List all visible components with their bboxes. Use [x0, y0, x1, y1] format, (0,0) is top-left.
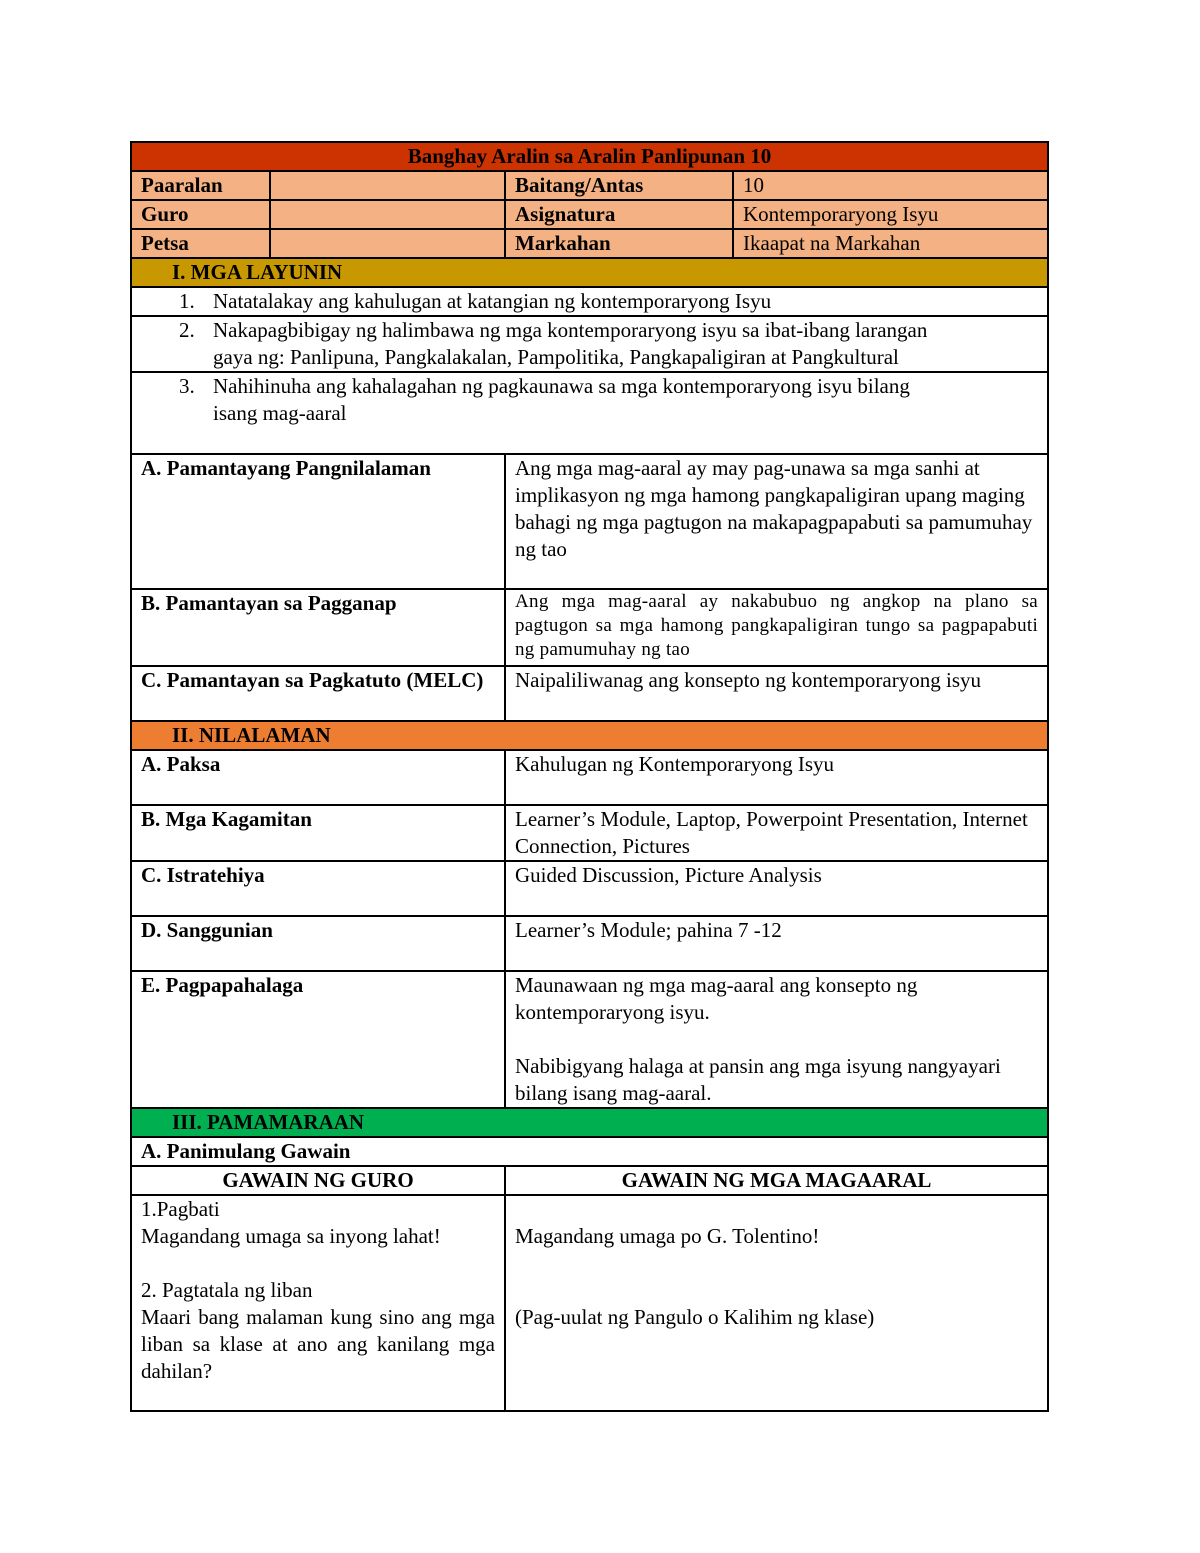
nilalaman-value: Learner’s Module, Laptop, Powerpoint Presentation, Internet Connection, Pictures	[505, 805, 1048, 861]
nilalaman-label: C. Istratehiya	[131, 861, 505, 916]
nilalaman-value: Learner’s Module; pahina 7 -12	[505, 916, 1048, 971]
pagpapahalaga-text-1: Maunawaan ng mga mag-aaral ang konsepto ng kontemporaryong isyu.	[515, 973, 918, 1024]
header-label: Guro	[131, 200, 270, 229]
header-label: Markahan	[505, 229, 733, 258]
column-header-guro: GAWAIN NG GURO	[131, 1166, 505, 1195]
section-heading-pamamaraan: III. PAMAMARAAN	[131, 1108, 1048, 1137]
objective-number: 1.	[179, 289, 195, 313]
pamantayan-pagkatuto-label: C. Pamantayan sa Pagkatuto (MELC)	[131, 666, 505, 721]
gawain-mag-aaral-cell	[505, 1195, 1048, 1411]
header-value: Ikaapat na Markahan	[733, 229, 1048, 258]
objective-text-cont: isang mag-aaral	[213, 401, 347, 425]
objective-item	[131, 372, 1048, 454]
header-label: Paaralan	[131, 171, 270, 200]
header-value	[270, 229, 505, 258]
header-value: Kontemporaryong Isyu	[733, 200, 1048, 229]
header-row	[131, 200, 1048, 229]
objective-text: Natatalakay ang kahulugan at katangian ng kontemporaryong Isyu	[213, 289, 772, 313]
lesson-plan-title: Banghay Aralin sa Aralin Panlipunan 10	[131, 142, 1048, 171]
header-row	[131, 171, 1048, 200]
header-row	[131, 229, 1048, 258]
guro-pagbati-title: 1.Pagbati	[141, 1197, 220, 1221]
lesson-plan-table	[130, 141, 1049, 1412]
header-value	[270, 200, 505, 229]
guro-pagbati-text: Magandang umaga sa inyong lahat!	[141, 1224, 441, 1248]
section-heading-layunin: I. MGA LAYUNIN	[131, 258, 1048, 287]
column-header-mag-aaral: GAWAIN NG MGA MAGAARAL	[505, 1166, 1048, 1195]
pamantayan-pagkatuto-value: Naipaliliwanag ang konsepto ng kontemporaryong isyu	[505, 666, 1048, 721]
nilalaman-label: D. Sanggunian	[131, 916, 505, 971]
objective-text-cont: gaya ng: Panlipuna, Pangkalakalan, Pampolitika, Pangkapaligiran at Pangkultural	[213, 345, 899, 369]
panimulang-gawain-label: A. Panimulang Gawain	[131, 1137, 1048, 1166]
objective-item	[131, 316, 1048, 372]
guro-liban-title: 2. Pagtatala ng liban	[141, 1278, 313, 1302]
header-value: 10	[733, 171, 1048, 200]
nilalaman-value: Kahulugan ng Kontemporaryong Isyu	[505, 750, 1048, 805]
pamantayan-nilalaman-value: Ang mga mag-aaral ay may pag-unawa sa mga sanhi at implikasyon ng mga hamong pangkapaligiran upang maging bahagi ng mga pagtugon na makapagpapabuti sa pamumuhay ng tao	[505, 454, 1048, 589]
lesson-plan-page	[130, 141, 1047, 1412]
aaral-pagbati-text: Magandang umaga po G. Tolentino!	[515, 1224, 820, 1248]
aaral-liban-text: (Pag-uulat ng Pangulo o Kalihim ng klase)	[515, 1305, 875, 1329]
guro-liban-text: Maari bang malaman kung sino ang mga liban sa klase at ano ang kanilang mga dahilan?	[141, 1305, 495, 1383]
nilalaman-label: B. Mga Kagamitan	[131, 805, 505, 861]
pamantayan-pagganap-label: B. Pamantayan sa Pagganap	[131, 589, 505, 666]
pagpapahalaga-label: E. Pagpapahalaga	[131, 971, 505, 1108]
objective-number: 3.	[179, 374, 195, 398]
objective-text: Nakapagbibigay ng halimbawa ng mga kontemporaryong isyu sa ibat-ibang larangan	[213, 318, 928, 342]
header-value	[270, 171, 505, 200]
section-heading-nilalaman: II. NILALAMAN	[131, 721, 1048, 750]
objective-item	[131, 287, 1048, 316]
header-label: Asignatura	[505, 200, 733, 229]
pagpapahalaga-value	[505, 971, 1048, 1108]
header-label: Baitang/Antas	[505, 171, 733, 200]
pamantayan-pagganap-value: Ang mga mag-aaral ay nakabubuo ng angkop na plano sa pagtugon sa mga hamong pangkapaligiran tungo sa pagpapabuti ng pamumuhay ng tao	[505, 589, 1048, 666]
nilalaman-value: Guided Discussion, Picture Analysis	[505, 861, 1048, 916]
nilalaman-label: A. Paksa	[131, 750, 505, 805]
gawain-guro-cell	[131, 1195, 505, 1411]
pamantayan-nilalaman-label: A. Pamantayang Pangnilalaman	[131, 454, 505, 589]
header-label: Petsa	[131, 229, 270, 258]
objective-text: Nahihinuha ang kahalagahan ng pagkaunawa sa mga kontemporaryong isyu bilang	[213, 374, 910, 398]
pagpapahalaga-text-2: Nabibigyang halaga at pansin ang mga isyung nangyayari bilang isang mag-aaral.	[515, 1054, 1001, 1105]
objective-number: 2.	[179, 318, 195, 342]
